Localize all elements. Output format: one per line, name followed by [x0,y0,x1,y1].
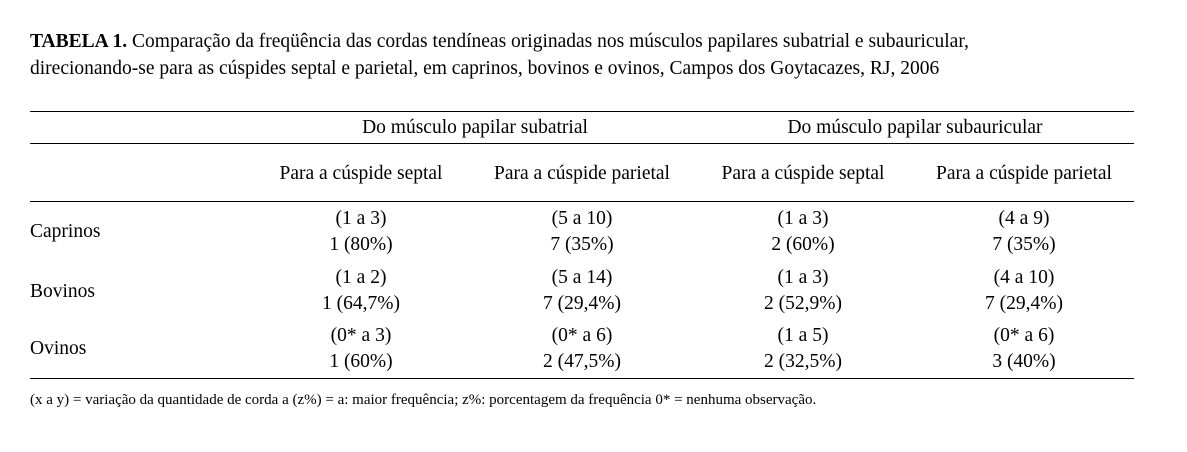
row-label-ovinos: Ovinos [30,338,87,359]
group-header-subauricular: Do músculo papilar subauricular [787,117,1043,138]
column-header-2: Para a cúspide parietal [494,163,670,184]
table-footnote: (x a y) = variação da quantidade de corda a (z%) = a: maior frequência; z%: porcentagem da frequência 0* = nenhuma observação. [30,392,817,408]
cell-range: (4 a 10) [993,267,1055,288]
bottom-rule [30,378,1134,379]
cell-freq: 7 (35%) [992,234,1056,255]
group-rule [30,143,1134,144]
table-caption [30,28,1160,82]
cell-freq: 2 (60%) [771,234,835,255]
header-rule [30,201,1134,202]
cell-range: (4 a 9) [998,208,1050,229]
cell-range: (1 a 2) [335,267,387,288]
cell-freq: 3 (40%) [992,351,1056,372]
column-header-3: Para a cúspide septal [721,163,885,184]
cell-freq: 2 (32,5%) [764,351,842,372]
row-label-caprinos: Caprinos [30,221,101,242]
caption-text-2: direcionando-se para as cúspides septal e parietal, em caprinos, bovinos e ovinos, Campos dos Goytacazes, RJ, 2006 [30,58,940,79]
row-label-bovinos: Bovinos [30,281,96,302]
cell-range: (1 a 3) [777,267,829,288]
cell-freq: 7 (35%) [550,234,614,255]
cell-range: (1 a 3) [335,208,387,229]
group-header-subatrial: Do músculo papilar subatrial [362,117,588,138]
cell-range: (1 a 5) [777,325,829,346]
top-rule [30,111,1134,112]
column-header-1: Para a cúspide septal [279,163,443,184]
cell-range: (0* a 3) [330,325,392,346]
cell-range: (1 a 3) [777,208,829,229]
cell-freq: 1 (80%) [329,234,393,255]
cell-range: (5 a 10) [551,208,613,229]
cell-freq: 1 (60%) [329,351,393,372]
cell-freq: 7 (29,4%) [985,293,1063,314]
cell-range: (5 a 14) [551,267,613,288]
cell-freq: 7 (29,4%) [543,293,621,314]
cell-freq: 1 (64,7%) [322,293,400,314]
cell-range: (0* a 6) [551,325,613,346]
caption-text-1: Comparação da freqüência das cordas tendíneas originadas nos músculos papilares subatrial e subauricular, [132,31,969,52]
caption-line-1 [30,28,1160,55]
column-header-4: Para a cúspide parietal [936,163,1112,184]
cell-range: (0* a 6) [993,325,1055,346]
cell-freq: 2 (52,9%) [764,293,842,314]
cell-freq: 2 (47,5%) [543,351,621,372]
caption-label: TABELA 1. [30,31,128,52]
